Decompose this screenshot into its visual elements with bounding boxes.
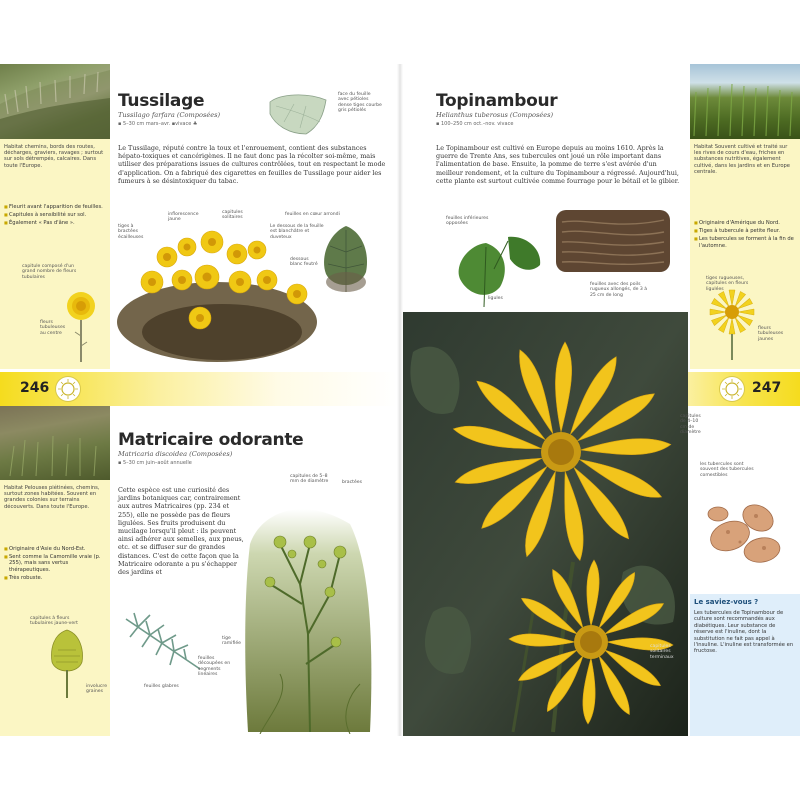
topinambour-tuber-label: les tubercules sont souvent des tubercules comestibles <box>700 462 754 478</box>
bullet-item: ■ Sent comme la Camomille vraie (p. 255), mais sans vertus thérapeutiques. <box>4 554 104 573</box>
habitat-text: Habitat Souvent cultivé et traité sur les rives de cours d'eau, friches en substances nutritives, également cultivé, dans les jardins et en Europe centrale. <box>694 144 790 175</box>
tussilage-meta: ▪ 5–30 cm mars–avr. ▪vivace ♣ <box>118 121 198 127</box>
matricaire-flowers-label: capitules de 5–8 mm de diamètre <box>290 474 329 485</box>
matricaire-title: Matricaire odorante <box>118 430 304 450</box>
matricaire-flower-illustration <box>42 626 92 700</box>
matricaire-bullets <box>4 546 104 583</box>
bullet-item: ■ Tiges à tubercule à petite fleur. <box>694 228 794 234</box>
left-sun-icon <box>56 377 80 401</box>
topinambour-description: Le Topinambour est cultivé en Europe depuis au moins 1610. Après la guerre de Trente Ans, ses tubercules ont joué un rôle important dans l'alimentation de base. Ensuite, la pomme de terre s'est avérée d'un meilleur rendement, et la culture du Topinambour a régressé. Aujourd'hui, cette plante est surtout cultivée comme fourrage pour le bétail et le gibier. <box>436 144 680 185</box>
topinambour-habitat-photo <box>690 64 800 139</box>
tussilage-description: Le Tussilage, réputé contre la toux et l'enrouement, contient des substances hépato-toxiques et cancérigènes. Il ne faut donc pas la récolter soi-même, mais utiliser des préparations issues de cultures contrôlées, tout en respectant le mode d'application. On a fabriqué des cigarettes en feuilles de Tussilage pour aider les fumeurs à se désintoxiquer du tabac. <box>118 144 386 185</box>
topinambour-latin-name: Helianthus tuberosus (Composées) <box>436 111 554 119</box>
right-sun-icon <box>720 377 744 401</box>
topinambour-bullets <box>694 220 794 251</box>
matricaire-habitat-photo <box>0 406 110 480</box>
matricaire-strip-caption: capitules à fleurs tubulaires jaune-vert <box>30 616 78 627</box>
did-you-know-text: Les tubercules de Topinambour de culture sont recommandés aux diabétiques. Leur substance de réserve est l'inuline, dont la substitution ne fait pas appel à l'insuline. L'inuline est transformée en fructose. <box>694 610 794 655</box>
topinambour-leaf-texture-photo <box>556 210 670 272</box>
tussilage-leaf-shape-label: feuilles en cœur arrondi <box>285 212 340 217</box>
matricaire-latin-name: Matricaria discoidea (Composées) <box>118 450 233 458</box>
topinambour-bark-label: feuilles avec des poils rugueux allongés, de 3 à 25 cm de long <box>590 282 648 298</box>
tussilage-photo <box>112 222 322 362</box>
topinambour-meta: ▪ 100–250 cm oct.–nov. vivace <box>436 121 514 127</box>
bullet-item: ■ Également « Pas d'âne ». <box>4 220 104 226</box>
tussilage-leaf-label: face du feuille avec pétioles dense tiges courbe gris pétiolés <box>338 92 382 114</box>
bullet-item: ■ Capitules à sensibilité sur sol. <box>4 212 104 218</box>
did-you-know-title: Le saviez-vous ? <box>694 598 759 606</box>
matricaire-photo <box>240 484 380 734</box>
matricaire-habitat-text <box>4 485 104 510</box>
tussilage-young-label: dessous blanc feutré <box>290 257 318 268</box>
tussilage-leaf-illustration <box>266 92 330 136</box>
book-spread <box>0 64 800 736</box>
tussilage-inflorescence-label: inflorescence jaune <box>168 212 199 223</box>
tussilage-leaf-underside-label: Le dessous de la feuille est blanchâtre et duveteux <box>270 224 324 240</box>
grass-texture <box>0 64 110 139</box>
topinambour-flower-label: capitules de 4–10 cm de diamètre <box>680 414 701 436</box>
topinambour-title: Topinambour <box>436 91 558 111</box>
matricaire-leaves-label: feuilles découpées en segments linéaires <box>198 656 231 678</box>
topinambour-bottom-label: capitules solitaires terminaux <box>650 644 674 660</box>
habitat-text: Habitat Pelouses piétinées, chemins, surtout zones habitées. Souvent en grandes colonies sur terrains découverts. Dans toute l'Europe. <box>4 485 100 510</box>
topinambour-ligules-label: ligules <box>488 296 503 301</box>
habitat-text: Habitat chemins, bords des routes, décharges, graviers, ravages ; surtout sur sols détrempés, calcaires. Dans toute l'Europe. <box>4 144 104 169</box>
tussilage-title: Tussilage <box>118 91 205 111</box>
matricaire-leaf-illustration <box>120 609 206 679</box>
right-page-number: 247 <box>752 380 782 396</box>
tussilage-strip-caption: capitule composé d'un grand nombre de fleurs tubulaires <box>22 264 77 280</box>
tussilage-habitat-text <box>4 144 104 169</box>
topinambour-tuber-photo <box>700 488 792 578</box>
left-page-number: 246 <box>20 380 50 396</box>
matricaire-bracts-label: feuilles glabres <box>144 684 179 689</box>
topinambour-photo <box>403 312 688 736</box>
matricaire-bud-label: bractées <box>342 480 362 485</box>
tussilage-ligules-label: tiges à bractées écailleuses <box>118 224 144 240</box>
tussilage-latin-name: Tussilago farfara (Composées) <box>118 111 221 119</box>
matricaire-description: Cette espèce est une curiosité des jardins botaniques car, contrairement aux autres Matricaires (pp. 234 et 255), elle ne possède pas de fleurs ligulées. Ses fruits produisent du mucilage lorsqu'il pleut : ils peuvent ainsi adhérer aux semelles, aux pneus, etc. et se diffuser sur de grandes distances. C'est de cette façon que la Matricaire odorante a pu s'échapper des jardins et <box>118 486 244 577</box>
tussilage-capitules-label: capitules solitaires <box>222 210 243 221</box>
bullet-item: ■ Les tubercules se forment à la fin de l'automne. <box>694 236 794 248</box>
tussilage-bullets <box>4 204 104 229</box>
topinambour-leaf-label: feuilles inférieures opposées <box>446 216 489 227</box>
matricaire-fruit-label: involucre graines <box>86 684 108 695</box>
bullet-item: ■ Originaire d'Amérique du Nord. <box>694 220 794 226</box>
tussilage-leaf-photo <box>320 222 372 296</box>
topinambour-habitat-text <box>694 144 794 175</box>
tussilage-fruit-label: fleurs tubuleuses au centre <box>40 320 66 336</box>
bullet-item: ■ Très robuste. <box>4 575 104 581</box>
matricaire-stem-label: tige ramifiée <box>222 636 242 647</box>
topinambour-strip-caption: tiges rugueuses, capitules en fleurs ligulées <box>706 276 749 292</box>
topinambour-flower-illustration <box>706 286 758 362</box>
bullet-item: ■ Fleurit avant l'apparition de feuilles. <box>4 204 104 210</box>
tussilage-habitat-photo <box>0 64 110 139</box>
bullet-item: ■ Originaire d'Asie du Nord-Est. <box>4 546 104 552</box>
right-page-band <box>688 372 800 406</box>
matricaire-meta: ▪ 5–30 cm juin–août annuelle <box>118 460 192 466</box>
topinambour-fruit-label: fleurs tubuleuses jaunes <box>758 326 784 342</box>
